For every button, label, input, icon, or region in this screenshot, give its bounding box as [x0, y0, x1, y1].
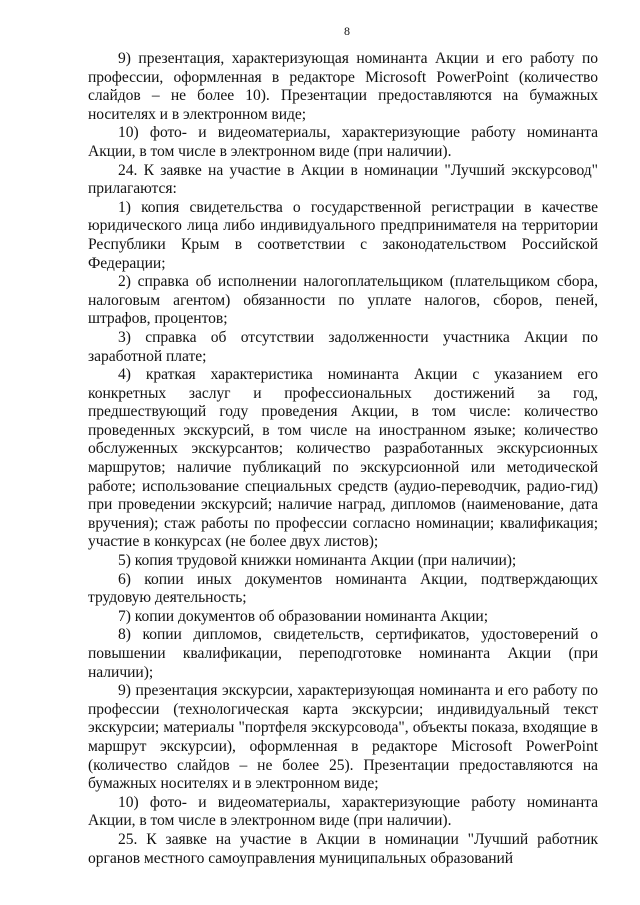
clause-25-heading: 25. К заявке на участие в Акции в номинации "Лучший работник органов местного самоуправления муниципальных образований	[88, 830, 598, 867]
page-number: 8	[344, 24, 350, 38]
clause-24-heading: 24. К заявке на участие в Акции в номинации "Лучший экскурсовод" прилагаются:	[88, 161, 598, 198]
item-2-tax-certificate: 2) справка об исполнении налогоплательщиком (плательщиком сбора, налоговым агентом) обязанности по уплате налогов, сборов, пеней, штрафов, процентов;	[88, 273, 598, 328]
item-3-salary-debt-certificate: 3) справка об отсутствии задолженности участника Акции по заработной плате;	[88, 328, 598, 365]
item-6-work-documents: 6) копии иных документов номинанта Акции, подтверждающих трудовую деятельность;	[88, 570, 598, 607]
item-8-diplomas-certificates: 8) копии дипломов, свидетельств, сертификатов, удостоверений о повышении квалификации, переподготовке номинанта Акции (при наличии);	[88, 626, 598, 681]
item-10-photo-video: 10) фото- и видеоматериалы, характеризующие работу номинанта Акции, в том числе в электронном виде (при наличии).	[88, 124, 598, 160]
item-5-work-book-copy: 5) копия трудовой книжки номинанта Акции (при наличии);	[118, 552, 517, 570]
item-9-presentation-nominee: 9) презентация, характеризующая номинанта Акции и его работу по профессии, оформленная в редакторе Microsoft PowerPoint (количество слайдов – не более 10). Презентации предоставляются на бумажных носителях и в электронном виде;	[88, 50, 598, 123]
item-9-excursion-presentation: 9) презентация экскурсии, характеризующая номинанта и его работу по профессии (технологическая карта экскурсии; индивидуальный текст экскурсии; материалы "портфеля экскурсовода", объекты показа, входящие в маршрут экскурсии), оформленная в редакторе Microsoft PowerPoint (количество слайдов – не более 25). Презентации предоставляются на бумажных носителях и в электронном виде;	[88, 682, 598, 793]
item-10-photo-video-guide: 10) фото- и видеоматериалы, характеризующие работу номинанта Акции, в том числе в электронном виде (при наличии).	[88, 793, 598, 830]
item-1-registration-certificate: 1) копия свидетельства о государственной регистрации в качестве юридического лица либо индивидуального предпринимателя на территории Республики Крым в соответствии с законодательством Российской Федерации;	[88, 198, 598, 272]
item-7-education-documents: 7) копии документов об образовании номинанта Акции;	[118, 607, 488, 625]
item-4-nominee-characteristic: 4) краткая характеристика номинанта Акции с указанием его конкретных заслуг и профессиональных достижений за год, предшествующий году проведения Акции, в том числе: количество проведенных экскурсий, в том числе на иностранном языке; количество обслуженных экскурсантов; количество разработанных экскурсионных маршрутов; наличие публикаций по экскурсионной или методической работе; использование специальных средств (аудио-переводчик, радио-гид) при проведении экскурсий; наличие наград, дипломов (наименование, дата вручения); стаж работы по профессии согласно номинации; квалификация; участие в конкурсах (не более двух листов);	[88, 366, 598, 551]
